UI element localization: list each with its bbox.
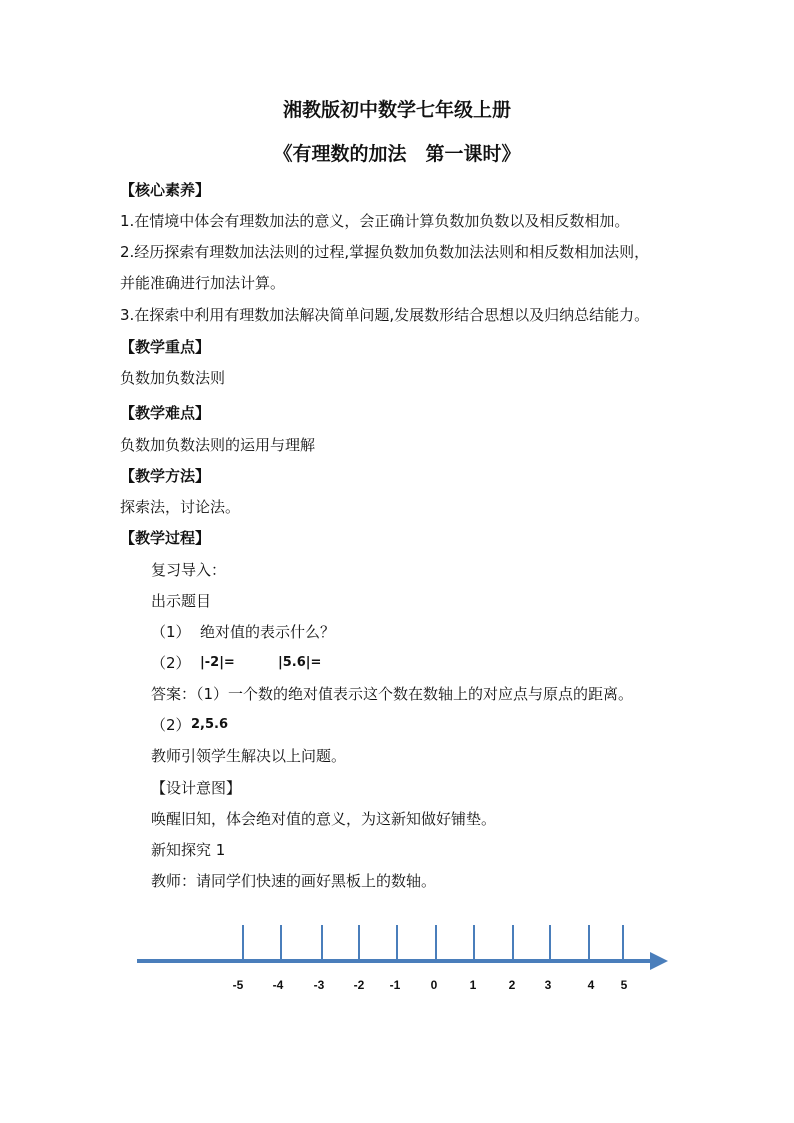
core-item-1: 1.在情境中体会有理数加法的意义，会正确计算负数加负数以及相反数相加。 xyxy=(120,212,630,230)
process-show: 出示题目 xyxy=(151,592,212,610)
number-line-label: 4 xyxy=(587,978,595,992)
section-difficulty: 【教学难点】 xyxy=(120,404,211,422)
difficulty-text: 负数加负数法则的运用与理解 xyxy=(120,436,316,454)
section-key: 【教学重点】 xyxy=(120,338,211,356)
page-title: 湘教版初中数学七年级上册 xyxy=(282,99,511,121)
number-line-label: -3 xyxy=(313,978,325,992)
section-core: 【核心素养】 xyxy=(120,181,211,199)
number-line-label: 3 xyxy=(544,978,552,992)
number-line-label: -5 xyxy=(232,978,244,992)
teacher-instruction: 教师：请同学们快速的画好黑板上的数轴。 xyxy=(151,872,437,890)
number-line-arrow-icon xyxy=(650,952,668,970)
question-2-number: （2） xyxy=(151,654,191,672)
number-line xyxy=(0,900,794,1010)
number-line-label: -4 xyxy=(272,978,284,992)
design-intent-text: 唤醒旧知，体会绝对值的意义，为这新知做好铺垫。 xyxy=(151,810,497,828)
page-subtitle: 《有理数的加法 第一课时》 xyxy=(273,143,521,165)
answer-1: 答案：（1）一个数的绝对值表示这个数在数轴上的对应点与原点的距离。 xyxy=(151,685,634,703)
core-item-3: 3.在探索中利用有理数加法解决简单问题,发展数形结合思想以及归纳总结能力。 xyxy=(120,306,650,324)
number-line-label: -1 xyxy=(389,978,401,992)
process-review: 复习导入： xyxy=(151,561,227,579)
number-line-label: 1 xyxy=(469,978,477,992)
number-line-label: 5 xyxy=(620,978,628,992)
question-2-b: |5.6|= xyxy=(278,655,322,670)
number-line-label: 2 xyxy=(508,978,516,992)
core-item-2: 2.经历探索有理数加法法则的过程,掌握负数加负数加法法则和相反数相加法则， xyxy=(120,243,650,261)
teacher-lead: 教师引领学生解决以上问题。 xyxy=(151,747,347,765)
core-item-2-cont: 并能准确进行加法计算。 xyxy=(120,274,286,292)
answer-2-number: （2） xyxy=(151,716,191,734)
question-2-a: |-2|= xyxy=(200,655,235,670)
design-intent-heading: 【设计意图】 xyxy=(151,779,242,797)
method-text: 探索法，讨论法。 xyxy=(120,498,241,516)
question-1-text: 绝对值的表示什么？ xyxy=(200,623,336,641)
question-1-number: （1） xyxy=(151,623,191,641)
section-method: 【教学方法】 xyxy=(120,467,211,485)
section-process: 【教学过程】 xyxy=(120,529,211,547)
answer-2-value: 2,5.6 xyxy=(191,717,229,732)
number-line-label: 0 xyxy=(430,978,438,992)
key-text: 负数加负数法则 xyxy=(120,369,226,387)
explore-heading: 新知探究 1 xyxy=(151,841,226,859)
number-line-label: -2 xyxy=(353,978,365,992)
